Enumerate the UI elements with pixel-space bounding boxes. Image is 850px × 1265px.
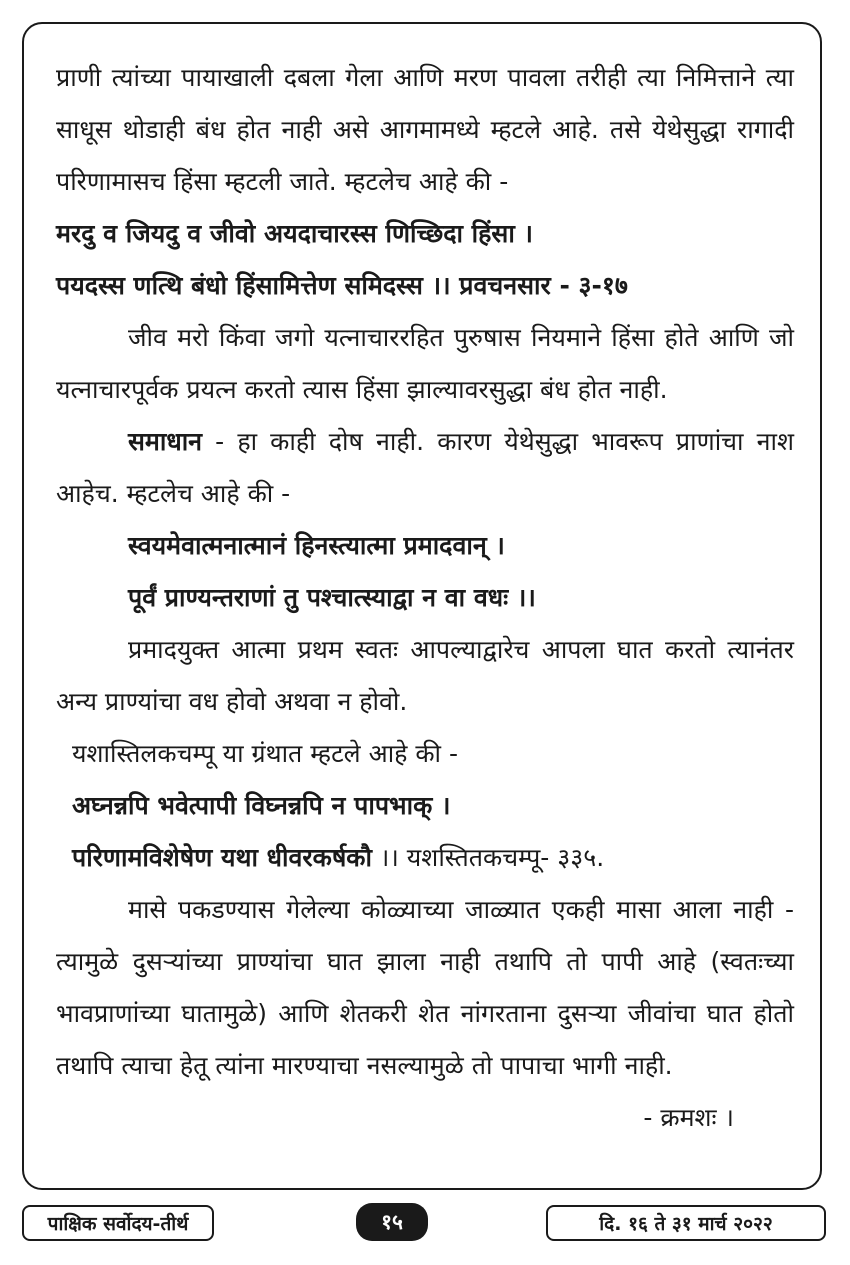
paragraph-5: यशास्तिलकचम्पू या ग्रंथात म्हटले आहे की - [72,739,458,768]
paragraph-1: प्राणी त्यांच्या पायाखाली दबला गेला आणि मरण पावला तरीही त्या निमित्ताने त्या साधूस थोडाही बंध होत नाही असे आगमामध्ये म्हटले आहे. तसे येथेसुद्धा रागादी परिणामासच हिंसा म्हटली जाते. म्हटलेच आहे की - [56,63,794,196]
verse-3-line-2-text: परिणामविशेषेण यथा धीवरकर्षकौ [72,843,372,872]
verse-2-line-1: स्वयमेवात्मनात्मानं हिनस्त्यात्मा प्रमादवान् । [128,531,505,560]
footer-page-number: १५ [356,1203,428,1241]
paragraph-6-text: मासे पकडण्यास गेलेल्या कोळ्याच्या जाळ्यात एकही मासा आला नाही - त्यामुळे दुसऱ्यांच्या प्राण्यांचा घात झाला नाही तथापि तो पापी आहे (स्वतःच्या भावप्राणांच्या घातामुळे) आणि शेतकरी शेत नांगरताना दुसऱ्या जीवांचा घात होतो तथापि त्याचा हेतू त्यांना मारण्याचा नसल्यामुळे तो पापाचा भागी नाही. [56,895,794,1080]
paragraph-3-text: - हा काही दोष नाही. कारण येथेसुद्धा भावरूप प्राणांचा नाश आहेच. म्हटलेच आहे की - [56,427,794,508]
paragraph-4: प्रमादयुक्त आत्मा प्रथम स्वतः आपल्याद्वारेच आपला घात करतो त्यानंतर अन्य प्राण्यांचा वध होवो अथवा न होवो. [56,635,794,716]
samadhan-label: समाधान [128,427,203,456]
verse-1-line-2: पयदस्स णत्थि बंधो हिंसामित्तेण समिदस्स ।। प्रवचनसार - ३-१७ [56,271,628,300]
verse-3-line-1: अघ्नन्नपि भवेत्पापी विघ्नन्नपि न पापभाक् । [72,791,451,820]
verse-3-line-2 [56,832,794,884]
paragraph-3 [56,416,794,520]
footer-publication-name: पाक्षिक सर्वोदय-तीर्थ [22,1205,214,1241]
to-be-continued: - क्रमशः । [643,1103,734,1132]
paragraph-6 [56,884,794,1132]
footer-issue-date: दि. १६ ते ३१ मार्च २०२२ [546,1205,826,1241]
article-body [56,52,794,1144]
paragraph-2: जीव मरो किंवा जगो यत्नाचाररहित पुरुषास नियमाने हिंसा होते आणि जो यत्नाचारपूर्वक प्रयत्न करतो त्यास हिंसा झाल्यावरसुद्धा बंध होत नाही. [56,323,794,404]
verse-2-line-2: पूर्वं प्राण्यन्तराणां तु पश्चात्स्याद्वा न वा वधः ।। [128,583,536,612]
verse-1-line-1: मरदु व जियदु व जीवो अयदाचारस्स णिच्छिदा हिंसा । [56,219,533,248]
verse-3-reference: ।। यशस्तितकचम्पू- ३३५. [371,843,605,872]
